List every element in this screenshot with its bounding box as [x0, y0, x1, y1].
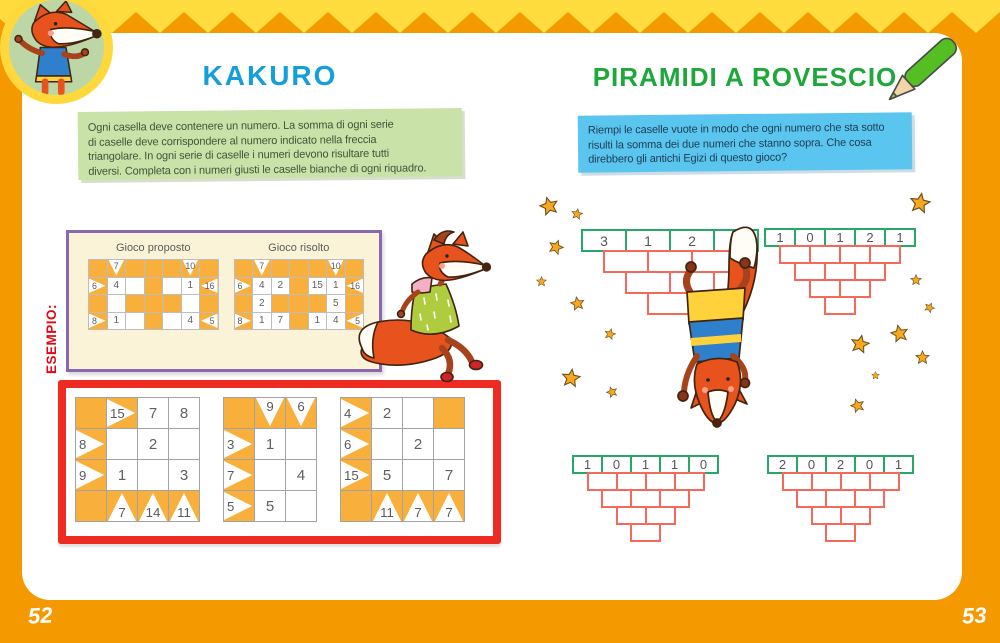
kakuro-cell [200, 260, 219, 278]
kakuro-cell: 7 [272, 313, 291, 331]
kakuro-clue-cell: 7 [403, 491, 434, 522]
kakuro-example-box [66, 230, 382, 372]
kakuro-clue-cell: 5 [200, 313, 219, 331]
kakuro-cell: 3 [169, 460, 200, 491]
star-icon [568, 294, 585, 311]
kakuro-clue-cell: 14 [138, 491, 169, 522]
page-number-left: 52 [27, 602, 54, 629]
star-icon [907, 190, 932, 215]
kakuro-clue-cell: 7 [108, 260, 127, 278]
kakuro-puzzles-box [58, 380, 501, 544]
kakuro-cell [126, 278, 145, 296]
piramidi-instructions: Riempi le caselle vuote in modo che ogni numero che sta sotto risulti la somma dei due numeri che stanno sopra. Che cosa direbbero gli antichi Egizi di questo gioco? [578, 112, 913, 172]
green-pencil-icon [868, 26, 972, 118]
kakuro-cell [145, 313, 164, 331]
kakuro-clue-cell: 6 [89, 278, 108, 296]
kakuro-clue-cell: 7 [107, 491, 138, 522]
kakuro-cell [89, 260, 108, 278]
kakuro-cell: 4 [182, 313, 201, 331]
kakuro-clue-cell: 8 [76, 429, 107, 460]
star-icon [871, 371, 880, 380]
kakuro-cell: 1 [309, 313, 328, 331]
kakuro-clue-cell: 4 [341, 398, 372, 429]
kakuro-cell: 4 [286, 460, 317, 491]
pyramid-top-cell: 1 [824, 228, 856, 247]
kakuro-clue-cell: 8 [89, 313, 108, 331]
kakuro-cell: 1 [108, 313, 127, 331]
fox-mascot-icon [9, 0, 104, 95]
kakuro-cell: 2 [253, 295, 272, 313]
proposed-label: Gioco proposto [115, 242, 191, 254]
star-icon [888, 322, 911, 345]
kakuro-cell [145, 260, 164, 278]
pyramid-top-cell: 2 [767, 455, 798, 474]
kakuro-clue-cell: 6 [341, 429, 372, 460]
star-icon [910, 274, 922, 286]
kakuro-cell [89, 295, 108, 313]
kakuro-cell: 2 [138, 429, 169, 460]
kakuro-cell [126, 313, 145, 331]
kakuro-cell: 4 [253, 278, 272, 296]
kakuro-clue-cell: 10 [327, 260, 346, 278]
pyramid-top-cell: 1 [625, 229, 671, 252]
kakuro-cell [341, 491, 372, 522]
kakuro-cell: 7 [434, 460, 465, 491]
kakuro-cell: 5 [327, 295, 346, 313]
kakuro-clue-cell: 6 [286, 398, 317, 429]
kakuro-cell [107, 429, 138, 460]
kakuro-cell [163, 260, 182, 278]
kakuro-cell: 1 [327, 278, 346, 296]
example-solved-column [234, 242, 365, 330]
star-icon [560, 367, 583, 390]
kakuro-cell: 5 [372, 460, 403, 491]
kakuro-clue-cell: 16 [200, 278, 219, 296]
kakuro-clue-cell: 8 [235, 313, 254, 331]
kakuro-clue-cell: 3 [224, 429, 255, 460]
kakuro-cell [145, 278, 164, 296]
kakuro-cell [286, 491, 317, 522]
star-icon [570, 207, 584, 221]
kakuro-clue-cell: 6 [235, 278, 254, 296]
kakuro-cell [224, 398, 255, 429]
pyramid-top-cell: 0 [688, 455, 719, 474]
kakuro-cell [182, 295, 201, 313]
page-number-right: 53 [961, 602, 988, 629]
kakuro-clue-cell: 11 [169, 491, 200, 522]
pyramid-3 [568, 455, 723, 542]
kakuro-cell [272, 295, 291, 313]
fox-logo-background [9, 0, 104, 95]
star-icon [536, 276, 547, 287]
pyramid-top-cell: 3 [581, 229, 627, 252]
kakuro-cell [255, 460, 286, 491]
star-icon [848, 332, 872, 356]
kakuro-puzzle-1 [75, 397, 200, 536]
kakuro-cell: 15 [309, 278, 328, 296]
pyramid-top-cell: 0 [796, 455, 827, 474]
pyramid-top-cell: 1 [884, 228, 916, 247]
pyramid-top-cell: 0 [601, 455, 632, 474]
kakuro-cell [290, 260, 309, 278]
kakuro-cell [138, 460, 169, 491]
kakuro-cell [235, 295, 254, 313]
kakuro-cell: 4 [108, 278, 127, 296]
kakuro-cell [403, 398, 434, 429]
kakuro-puzzle-3 [340, 397, 465, 536]
pyramid-top-cell: 1 [572, 455, 603, 474]
kakuro-clue-cell: 16 [346, 278, 365, 296]
kakuro-cell: 4 [327, 313, 346, 331]
pyramid-top-cell: 0 [854, 455, 885, 474]
kakuro-cell [169, 429, 200, 460]
kakuro-cell [163, 278, 182, 296]
kakuro-clue-cell: 15 [341, 460, 372, 491]
pyramid-top-cell: 1 [659, 455, 690, 474]
kakuro-cell [272, 260, 291, 278]
kakuro-cell [372, 429, 403, 460]
kakuro-clue-cell: 9 [255, 398, 286, 429]
kakuro-cell [290, 295, 309, 313]
kakuro-cell [145, 295, 164, 313]
kakuro-cell [309, 260, 328, 278]
kakuro-cell: 1 [182, 278, 201, 296]
kakuro-cell [76, 398, 107, 429]
kakuro-cell [290, 278, 309, 296]
pyramid-top-cell: 1 [764, 228, 796, 247]
kakuro-cell [108, 295, 127, 313]
kakuro-cell [403, 460, 434, 491]
kakuro-cell [126, 295, 145, 313]
kakuro-cell [434, 429, 465, 460]
handstand-fox-illustration [633, 222, 803, 432]
kakuro-cell [163, 313, 182, 331]
pyramid-top-cell: 2 [669, 229, 715, 252]
esempio-label: ESEMPIO: [44, 303, 59, 374]
pyramid-cell [630, 523, 661, 542]
pyramid-4 [763, 455, 918, 542]
kakuro-cell [235, 260, 254, 278]
pyramid-top-cell: 1 [630, 455, 661, 474]
kakuro-cell [309, 295, 328, 313]
pyramid-cell [825, 523, 856, 542]
kakuro-cell: 5 [255, 491, 286, 522]
kakuro-clue-cell: 11 [372, 491, 403, 522]
zigzag-border [0, 0, 1000, 34]
pyramid-top-cell: 2 [854, 228, 886, 247]
kakuro-cell: 7 [138, 398, 169, 429]
kakuro-cell: 1 [253, 313, 272, 331]
example-proposed-column [88, 242, 219, 330]
kakuro-cell [434, 398, 465, 429]
kakuro-cell: 1 [107, 460, 138, 491]
kakuro-clue-cell: 5 [346, 313, 365, 331]
kakuro-cell [290, 313, 309, 331]
pyramid-cell [824, 296, 856, 315]
kakuro-cell [126, 260, 145, 278]
kakuro-clue-cell: 7 [434, 491, 465, 522]
kakuro-cell [163, 295, 182, 313]
kakuro-example-solved-grid [234, 259, 365, 330]
kakuro-clue-cell: 15 [107, 398, 138, 429]
kakuro-cell: 8 [169, 398, 200, 429]
kakuro-cell: 2 [372, 398, 403, 429]
piramidi-title: PIRAMIDI A ROVESCIO [592, 62, 898, 92]
kakuro-cell [76, 491, 107, 522]
kakuro-clue-cell: 5 [224, 491, 255, 522]
kakuro-clue-cell: 7 [224, 460, 255, 491]
kakuro-cell: 2 [403, 429, 434, 460]
kakuro-clue-cell: 10 [182, 260, 201, 278]
kakuro-cell: 1 [255, 429, 286, 460]
girl-fox-illustration [356, 226, 506, 386]
pyramid-top-cell: 0 [794, 228, 826, 247]
kakuro-clue-cell: 7 [253, 260, 272, 278]
kakuro-cell [286, 429, 317, 460]
kakuro-instructions: Ogni casella deve contenere un numero. La somma di ogni serie di caselle deve corrispondere al numero indicato nella freccia triangolare. In ogni serie di caselle i numeri devono risultare tutti diversi. Completa con i numeri giusti le caselle bianche di ogni riquadro. [78, 108, 463, 180]
kakuro-cell: 2 [272, 278, 291, 296]
pyramid-top-cell: 1 [883, 455, 914, 474]
star-icon [915, 350, 930, 365]
kakuro-clue-cell: 9 [76, 460, 107, 491]
pyramid-top-cell: 2 [825, 455, 856, 474]
kakuro-example-proposed-grid [88, 259, 219, 330]
kakuro-puzzle-2 [223, 397, 317, 536]
kakuro-cell [200, 295, 219, 313]
kakuro-title: KAKURO [202, 60, 338, 91]
solved-label: Gioco risolto [268, 242, 330, 254]
